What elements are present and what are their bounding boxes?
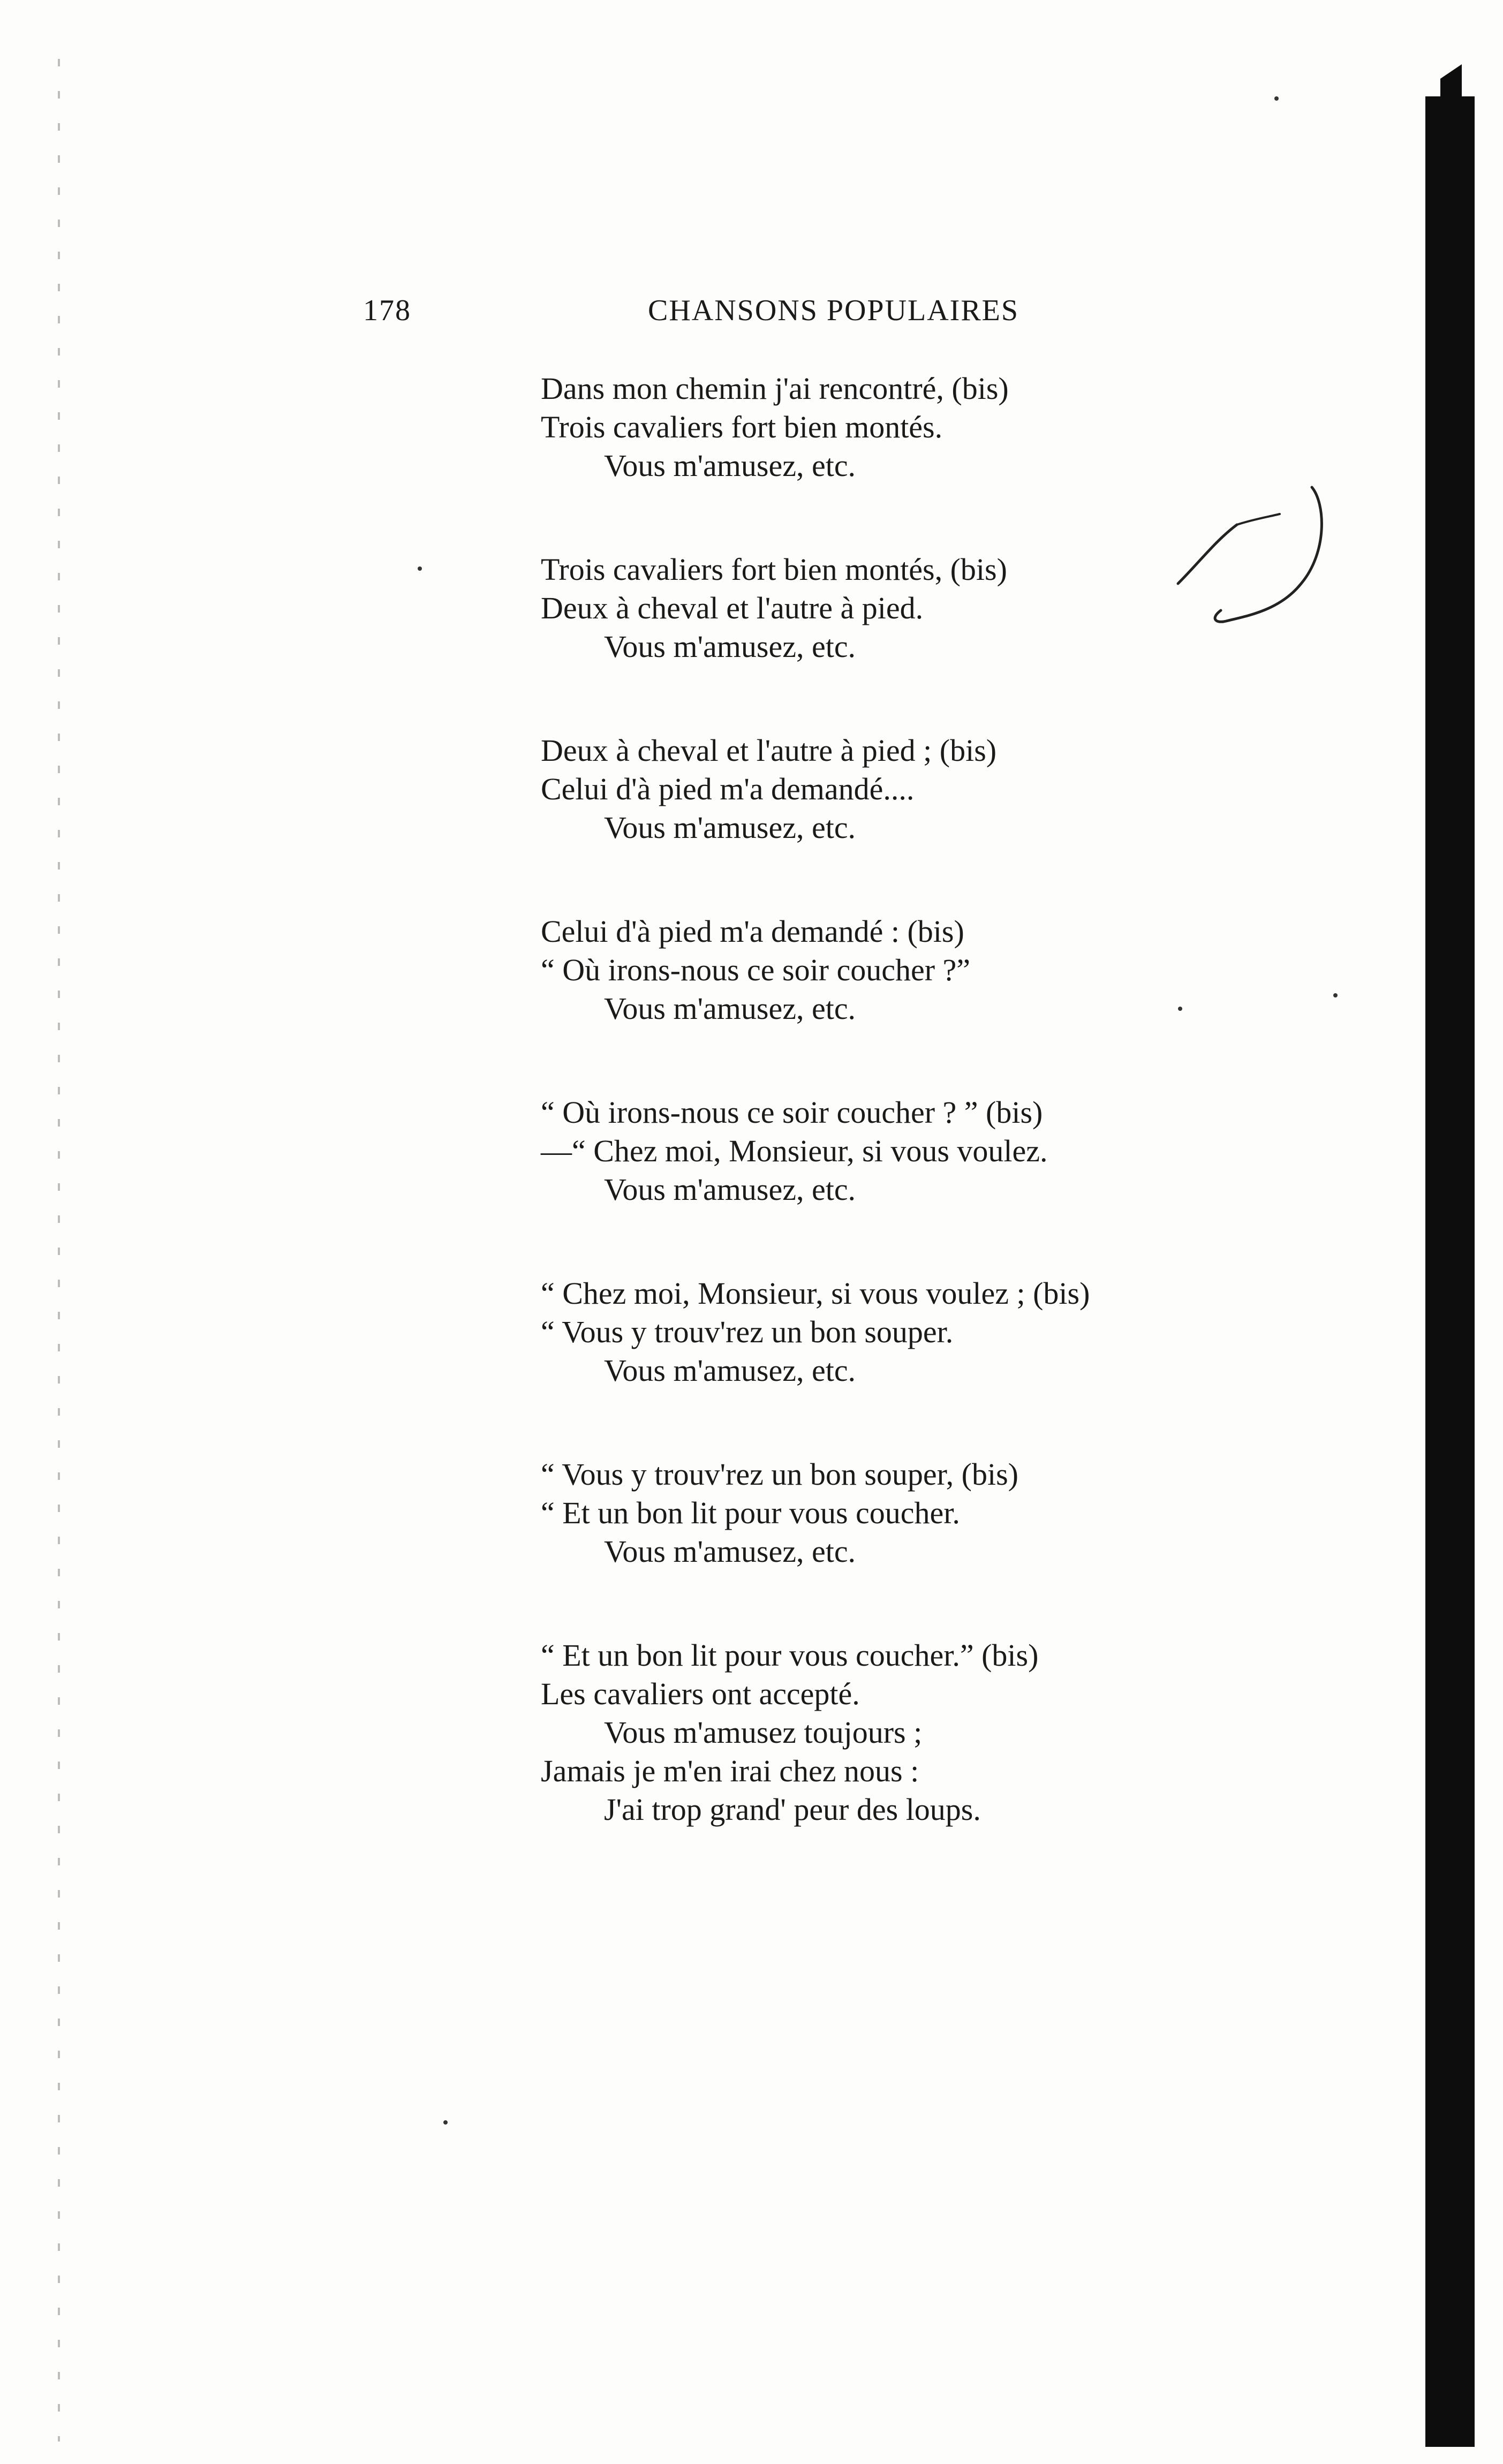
- verse-line: “ Et un bon lit pour vous coucher.: [541, 1495, 960, 1530]
- stanza: [541, 1093, 1290, 1209]
- page-number: 178: [363, 294, 411, 327]
- verse-line: Les cavaliers ont accepté.: [541, 1676, 860, 1711]
- binding-shadow: [1425, 96, 1475, 2447]
- page-edge-shadow: [58, 59, 60, 2442]
- refrain-line: Vous m'amusez, etc.: [604, 1353, 856, 1388]
- verse-line: “ Vous y trouv'rez un bon souper.: [541, 1314, 954, 1349]
- verse-line: Celui d'à pied m'a demandé : (bis): [541, 914, 964, 949]
- ink-speck: [443, 2120, 448, 2125]
- refrain-line: Vous m'amusez, etc.: [604, 1172, 856, 1207]
- refrain-line: Vous m'amusez, etc.: [604, 810, 856, 845]
- refrain-line: Vous m'amusez, etc.: [604, 629, 856, 664]
- page-header: [0, 293, 1503, 336]
- stanza: [541, 912, 1290, 1028]
- verse-line: Jamais je m'en irai chez nous :: [541, 1753, 919, 1788]
- verse-line: Trois cavaliers fort bien montés, (bis): [541, 552, 1007, 587]
- stanza: [541, 731, 1290, 847]
- verse-line: Dans mon chemin j'ai rencontré, (bis): [541, 371, 1009, 406]
- ink-speck: [418, 566, 422, 571]
- stanza: [541, 1274, 1290, 1390]
- refrain-line: Vous m'amusez toujours ;: [604, 1715, 923, 1750]
- verse-line: —“ Chez moi, Monsieur, si vous voulez.: [541, 1133, 1048, 1168]
- verse-line: Deux à cheval et l'autre à pied ; (bis): [541, 733, 997, 768]
- verse-line: “ Et un bon lit pour vous coucher.” (bis): [541, 1638, 1039, 1673]
- refrain-line: J'ai trop grand' peur des loups.: [604, 1792, 981, 1827]
- verse-line: “ Vous y trouv'rez un bon souper, (bis): [541, 1457, 1018, 1492]
- verse-line: “ Où irons-nous ce soir coucher ? ” (bis): [541, 1095, 1043, 1130]
- ink-speck: [1333, 993, 1338, 997]
- stanza: [541, 1636, 1290, 1829]
- running-title: CHANSONS POPULAIRES: [648, 294, 1019, 327]
- verse-line: Trois cavaliers fort bien montés.: [541, 410, 943, 444]
- refrain-line: Vous m'amusez, etc.: [604, 1534, 856, 1569]
- stanza: [541, 369, 1290, 485]
- ink-speck: [1274, 96, 1279, 101]
- verse-line: “ Chez moi, Monsieur, si vous voulez ; (bis): [541, 1276, 1090, 1311]
- stanza: [541, 550, 1290, 666]
- poem-body: [541, 369, 1290, 1894]
- verse-line: Deux à cheval et l'autre à pied.: [541, 591, 924, 625]
- verse-line: Celui d'à pied m'a demandé....: [541, 772, 915, 806]
- verse-line: “ Où irons-nous ce soir coucher ?”: [541, 953, 971, 987]
- stanza: [541, 1455, 1290, 1571]
- refrain-line: Vous m'amusez, etc.: [604, 448, 856, 483]
- refrain-line: Vous m'amusez, etc.: [604, 991, 856, 1026]
